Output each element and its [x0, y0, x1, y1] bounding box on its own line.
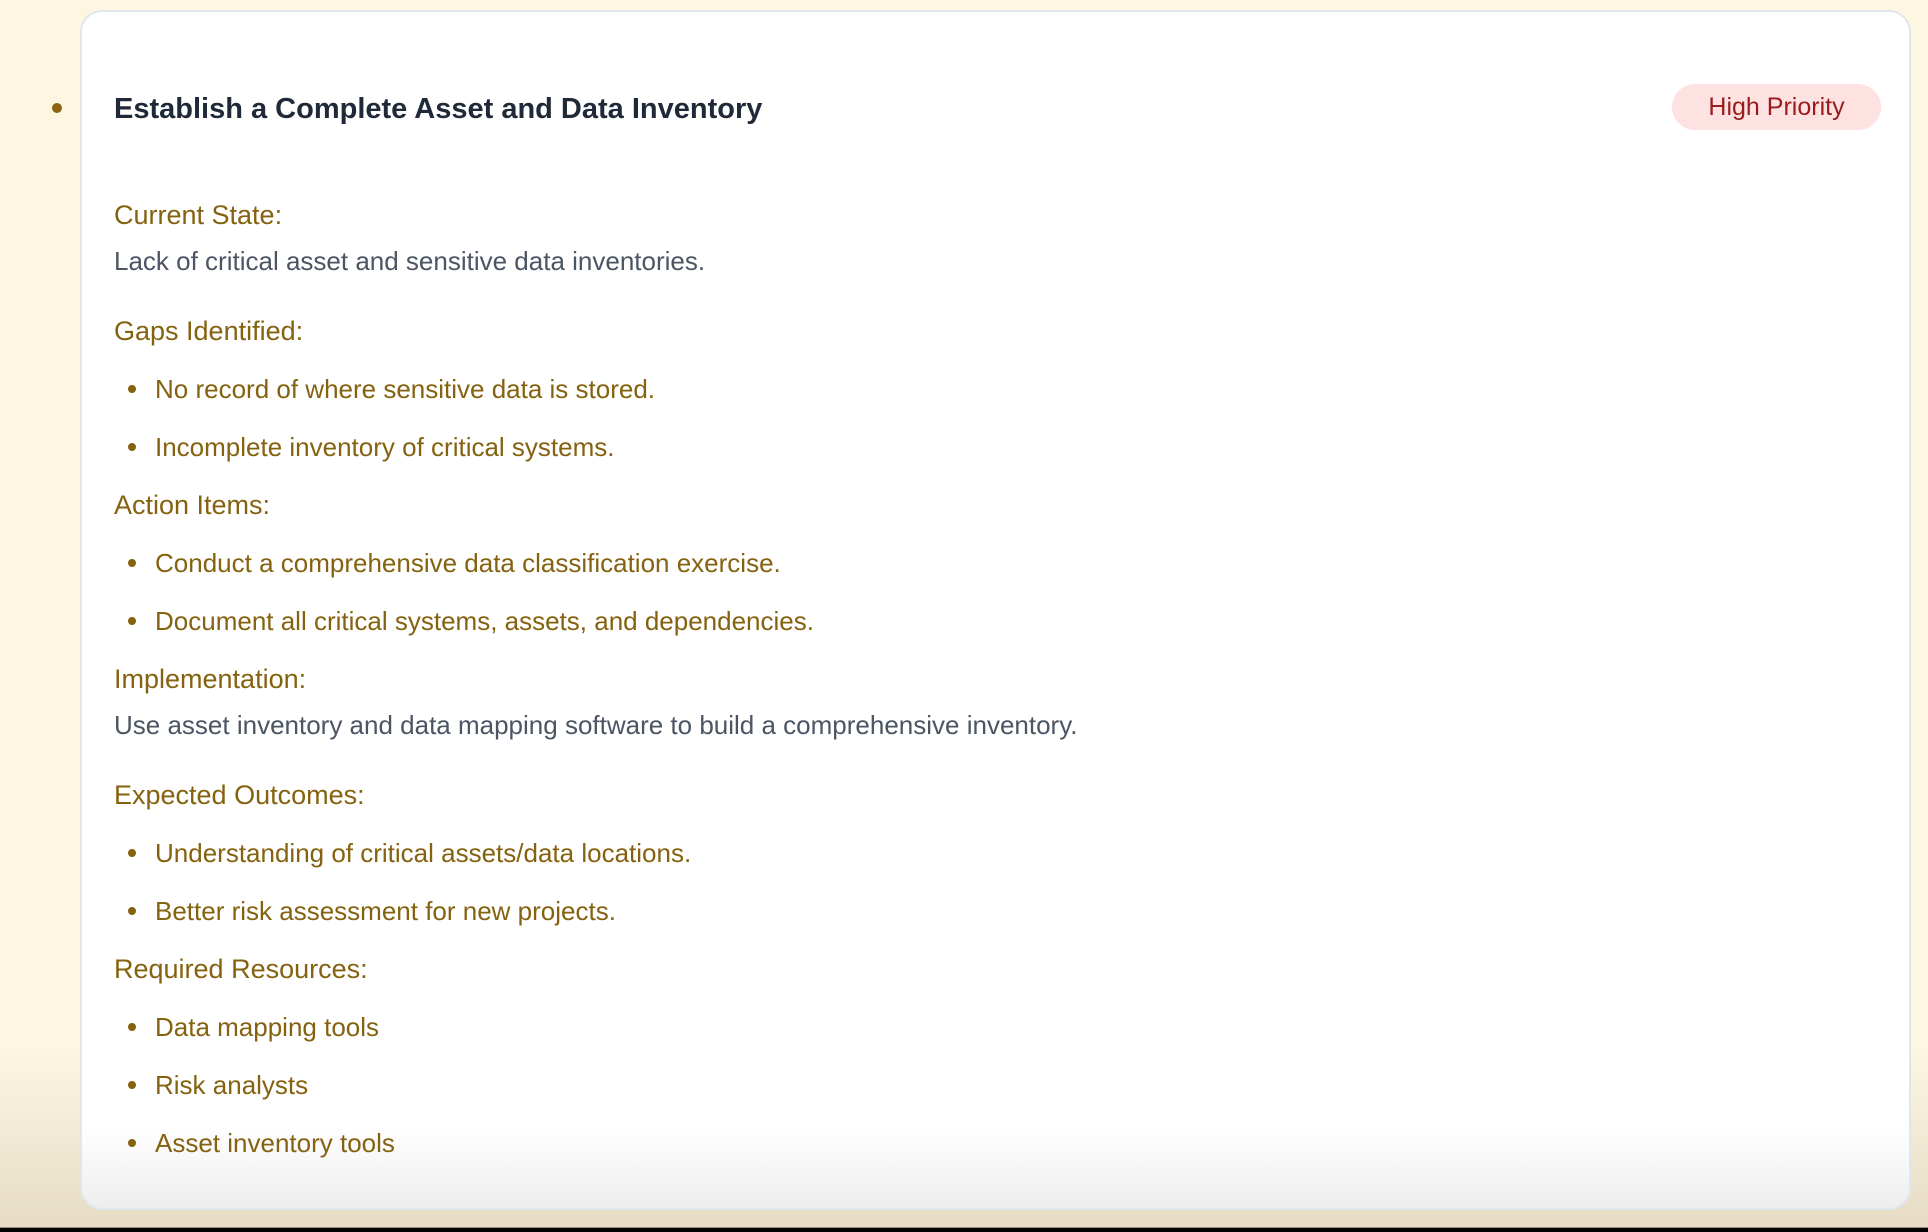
- priority-badge: High Priority: [1672, 84, 1881, 130]
- list-bullet-icon: [52, 103, 62, 113]
- recommendation-title: Establish a Complete Asset and Data Inventory: [114, 93, 763, 125]
- list-item: No record of where sensitive data is stored.: [114, 360, 1877, 418]
- resources-heading: Required Resources:: [114, 954, 368, 984]
- gaps-heading: Gaps Identified:: [114, 316, 304, 346]
- list-item: Incomplete inventory of critical systems.: [114, 418, 1877, 476]
- list-item: Better risk assessment for new projects.: [114, 882, 1877, 940]
- list-item: Asset inventory tools: [114, 1114, 1877, 1172]
- current-state-text: Lack of critical asset and sensitive data inventories.: [114, 246, 706, 276]
- outcomes-list: [114, 824, 1877, 940]
- list-item: Risk analysts: [114, 1056, 1877, 1114]
- resources-list: [114, 998, 1877, 1172]
- actions-list: [114, 534, 1877, 650]
- list-item: Data mapping tools: [114, 998, 1877, 1056]
- list-item: Understanding of critical assets/data locations.: [114, 824, 1877, 882]
- gaps-list: [114, 360, 1877, 476]
- implementation-text: Use asset inventory and data mapping software to build a comprehensive inventory.: [114, 710, 1078, 740]
- list-item: Document all critical systems, assets, and dependencies.: [114, 592, 1877, 650]
- actions-heading: Action Items:: [114, 490, 271, 520]
- implementation-heading: Implementation:: [114, 664, 307, 694]
- outcomes-heading: Expected Outcomes:: [114, 780, 365, 810]
- recommendation-content: [114, 192, 1877, 1172]
- recommendation-card: [80, 10, 1911, 1210]
- list-item: Conduct a comprehensive data classification exercise.: [114, 534, 1877, 592]
- current-state-heading: Current State:: [114, 200, 283, 230]
